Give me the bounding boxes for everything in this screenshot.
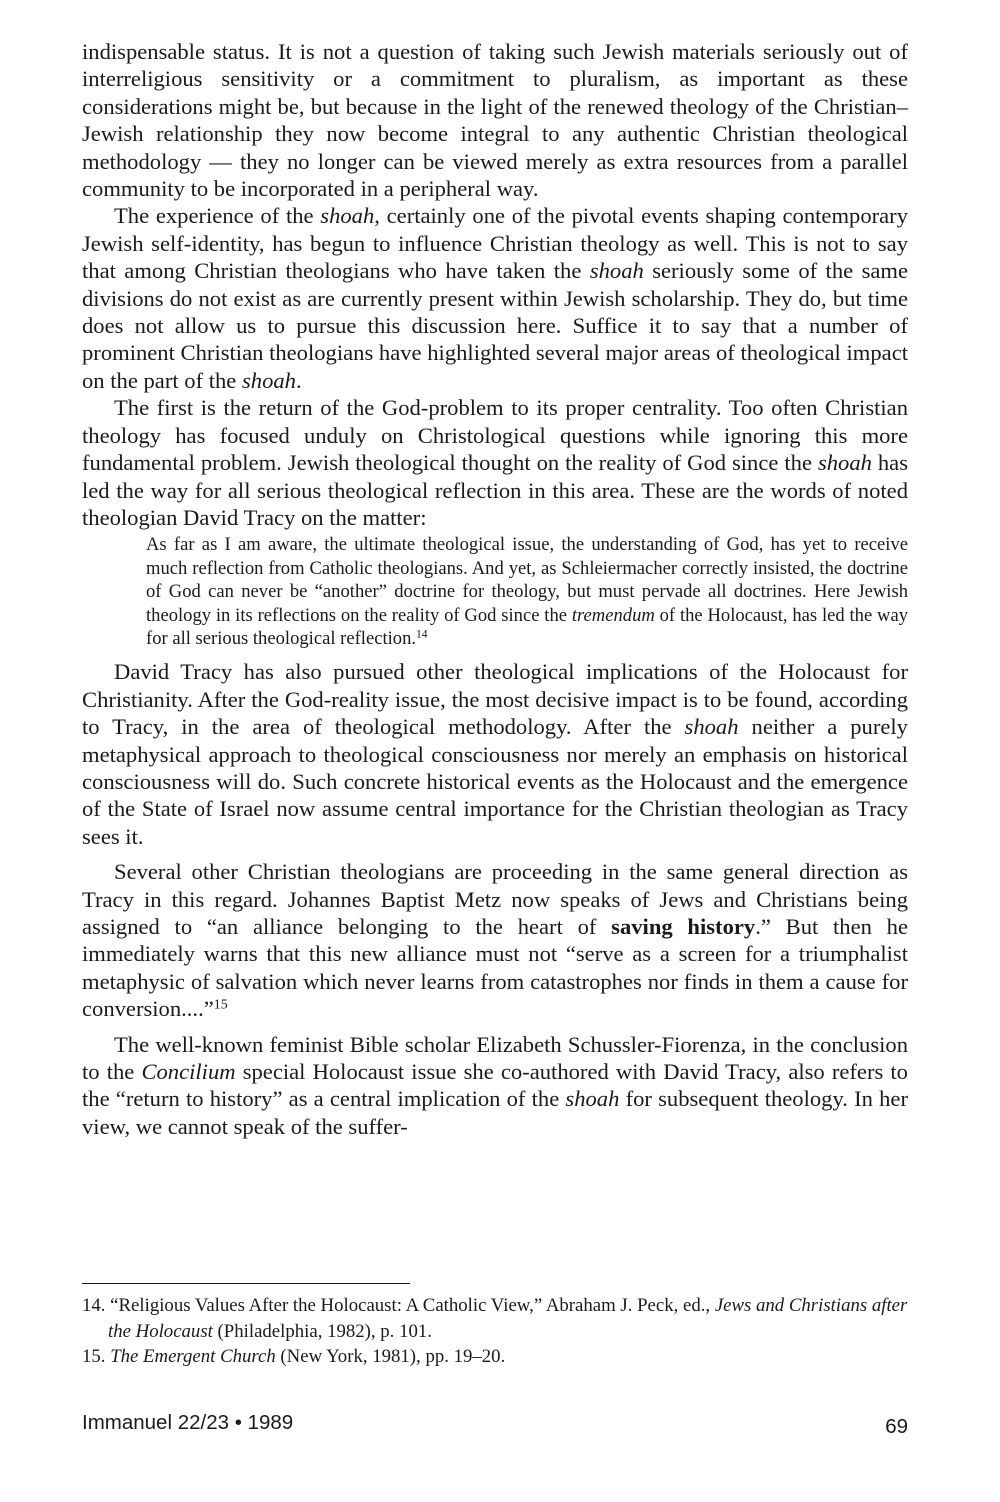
- footnote-divider: [82, 1283, 410, 1284]
- text-run: “Religious Values After the Holocaust: A Catholic View,” Abraham J. Peck, ed.,: [105, 1295, 715, 1316]
- italic-term: shoah: [684, 714, 739, 740]
- italic-term: shoah: [565, 1086, 620, 1112]
- footnote-number: 14.: [82, 1295, 106, 1316]
- italic-title: Jews and Christians after the Holocaust: [108, 1295, 908, 1342]
- text-run: , certainly one of the pivotal events shaping contemporary Jewish self-identity, has begun to influence Christian theology as well. This is not to say that among Christian theologians who have taken the: [82, 203, 908, 284]
- paragraph-1: indispensable status. It is not a question of taking such Jewish materials seriously out of interreligious sensitivity or a commitment to pluralism, as important as these considerations might be, but because in the light of the renewed theology of the Christian–Jewish relationship they now become integral to any authentic Christian theological methodology — they no longer can be viewed merely as extra resources from a parallel community to be incorporated in a peripheral way.: [82, 39, 908, 202]
- paragraph-4: [82, 658, 908, 850]
- text-run: of the Holocaust, has led the way for all serious theological reflection.: [146, 604, 908, 649]
- text-run: The experience of the: [114, 203, 321, 229]
- page-number: 69: [885, 1415, 908, 1438]
- text-run: As far as I am aware, the ultimate theological issue, the understanding of God, has yet to receive much reflection from Catholic theologians. And yet, as Schleiermacher correctly insisted, the doctrine of God can never be “another” doctrine for theology, but must pervade all doctrines. Here Jewish theology in its reflections on the reality of God since the: [146, 534, 908, 626]
- text-run: David Tracy has also pursued other theological implications of the Holocaust for Christianity. After the God-reality issue, the most decisive impact is to be found, according to Tracy, in the area of theological methodology. After the: [82, 659, 908, 740]
- paragraph-3: [82, 394, 908, 531]
- text-run: special Holocaust issue she co-authored with David Tracy, also refers to the “return to history” as a central implication of the: [82, 1059, 908, 1112]
- italic-term: shoah: [589, 258, 644, 284]
- italic-term: tremendum: [571, 604, 655, 626]
- text-run: .” But then he immediately warns that this new alliance must not “serve as a screen for a triumphalist metaphysic of salvation which never learns from catastrophes nor finds in them a cause for conversion....”: [82, 914, 908, 1022]
- footnote-15: [82, 1344, 908, 1370]
- article-body: [82, 38, 908, 1140]
- italic-term: shoah: [242, 367, 296, 393]
- bold-term: saving history: [611, 914, 756, 939]
- block-quote: [146, 533, 908, 650]
- paragraph-5: [82, 858, 908, 1022]
- text-run: Several other Christian theologians are proceeding in the same general direction as Tracy in this regard. Johannes Baptist Metz now speaks of Jews and Christians being assigned to “an alliance belonging to the heart of: [82, 859, 908, 939]
- italic-term: Concilium: [141, 1059, 236, 1085]
- text-run: for subsequent theology. In her view, we cannot speak of the suffer-: [82, 1086, 908, 1139]
- footnote-number: 15.: [82, 1346, 106, 1367]
- text-run: The well-known feminist Bible scholar Elizabeth Schussler-Fiorenza, in the conclusion to the: [82, 1031, 908, 1085]
- text-run: has led the way for all serious theological reflection in this area. These are the words of noted theologian David Tracy on the matter:: [82, 450, 908, 530]
- italic-term: shoah: [320, 203, 375, 229]
- journal-citation: Immanuel 22/23 • 1989: [82, 1411, 294, 1434]
- italic-term: shoah: [817, 450, 872, 476]
- text-run: .: [295, 367, 302, 393]
- text-run: (Philadelphia, 1982), p. 101.: [212, 1320, 432, 1342]
- footnote-14: [82, 1293, 908, 1344]
- paragraph-2: [82, 202, 908, 394]
- footnote-ref-15[interactable]: 15: [213, 997, 228, 1013]
- text-run: neither a purely metaphysical approach to theological consciousness nor merely an emphasis on historical consciousness will do. Such concrete historical events as the Holocaust and the emergence of the State of Israel now assume central importance for the Christian theologian as Tracy sees it.: [82, 714, 908, 849]
- italic-title: The Emergent Church: [110, 1346, 276, 1367]
- text-run: seriously some of the same divisions do not exist as are currently present within Jewish scholarship. They do, but time does not allow us to pursue this discussion here. Suffice it to say that a number of prominent Christian theologians have highlighted several major areas of theological impact on the part of the: [82, 258, 908, 393]
- footnotes: [82, 1293, 908, 1370]
- text-run: (New York, 1981), pp. 19–20.: [275, 1346, 506, 1367]
- paragraph-6: [82, 1031, 908, 1141]
- text-run: The first is the return of the God-problem to its proper centrality. Too often Christian theology has focused unduly on Christological questions while ignoring this more fundamental problem. Jewish theological thought on the reality of God since the: [82, 395, 908, 476]
- footnote-ref-14[interactable]: 14: [416, 628, 428, 641]
